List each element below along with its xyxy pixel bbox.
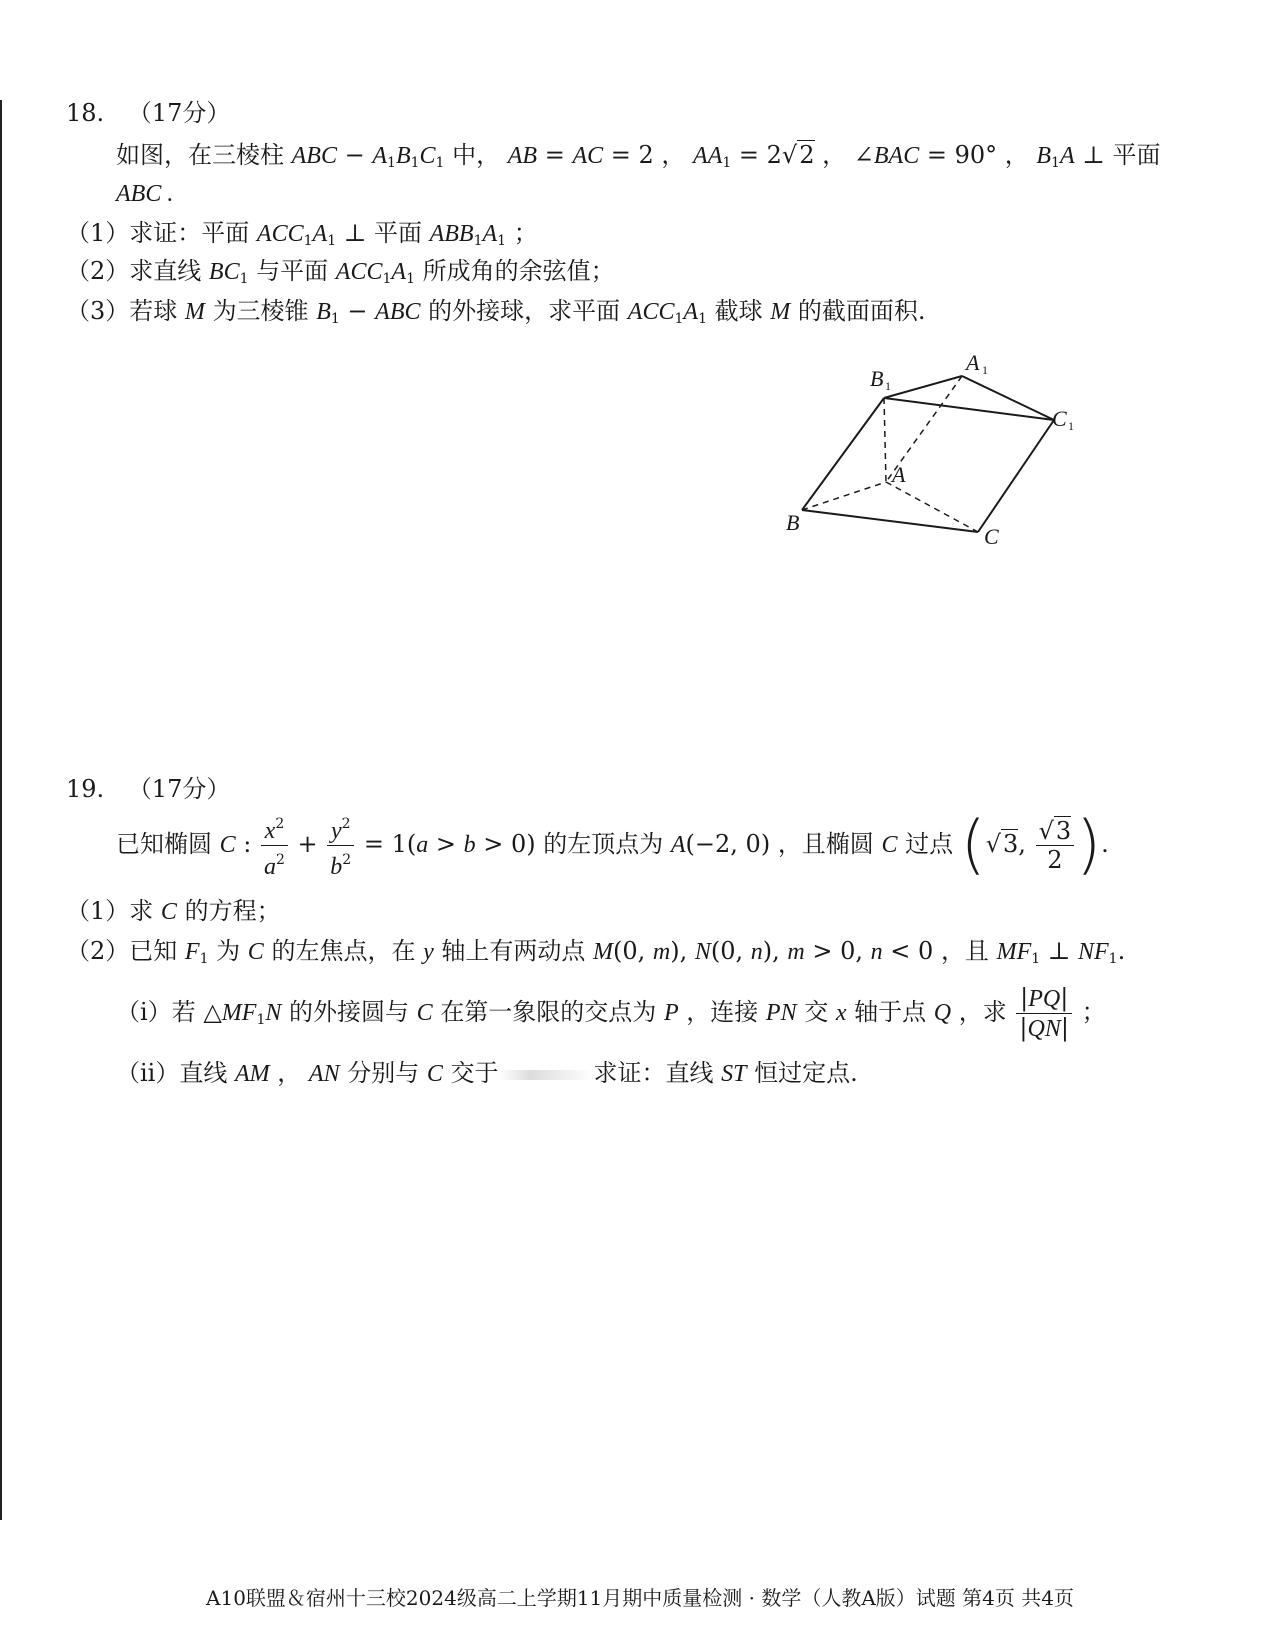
edge-bb1 bbox=[802, 398, 884, 510]
vertex-label-a1-sub: 1 bbox=[982, 363, 988, 377]
vertex-label-c: C bbox=[984, 524, 999, 549]
edge-b1c1 bbox=[884, 398, 1054, 420]
vertex-label-b1-sub: 1 bbox=[885, 379, 891, 393]
q19-stem: 已知椭圆 C : $\frac{x^2}{a^2}$ + $\frac{y^2}{b^2}$ = 1(a > b > 0) 的左顶点为 A(−2, 0) ，且椭圆 C 过点 (√3, $\frac{√3}{2}$ ). bbox=[116, 808, 1109, 883]
q19-part1: （1）求 C 的方程； bbox=[66, 897, 281, 925]
edge-b1a-dashed bbox=[884, 398, 886, 482]
vertex-label-a: A bbox=[892, 462, 906, 487]
left-margin-rule bbox=[0, 100, 2, 1520]
q19-sub-ii: （ii）直线 AM ， AN 分别与 C 交于 求证：直线 ST 恒过定点. bbox=[116, 1059, 858, 1087]
edge-c1c bbox=[978, 420, 1054, 532]
edge-ba-dashed bbox=[802, 482, 886, 510]
q18-part2: （2）求直线 $BC_1$ 与平面 $ACC_1A_1$ 所成角的余弦值； bbox=[66, 257, 615, 287]
q18-part1: （1）求证：平面 $ACC_1A_1$ ⊥ 平面 $ABB_1A_1$ ； bbox=[66, 219, 538, 249]
vertex-label-a1: A bbox=[966, 350, 980, 375]
vertex-label-b1: B bbox=[870, 366, 884, 391]
q18-part3: （3）若球 M 为三棱锥 $B_1$ − ABC 的外接球，求平面 $ACC_1A_1$ 截球 M 的截面面积. bbox=[66, 297, 926, 327]
vertex-label-c1: C bbox=[1052, 406, 1067, 431]
obscured-text bbox=[499, 1070, 594, 1080]
prism-figure bbox=[770, 340, 1090, 560]
q18-stem-line1: 如图，在三棱柱 ABC − $A_1B_1C_1$ 中， AB = AC = 2 ， $AA_1 = 2√2$ ， ∠BAC = 90° ， $B_1A$ ⊥ 平面 bbox=[116, 141, 1161, 171]
edge-ac-dashed bbox=[886, 482, 978, 532]
q19-part2: （2）已知 $F_1$ 为 C 的左焦点，在 y 轴上有两动点 M(0, m), N(0, n), m > 0, n < 0 ，且 $MF_1$ ⊥ $NF_1$. bbox=[66, 937, 1126, 967]
page-footer: A10联盟＆宿州十三校2024级高二上学期11月期中质量检测 · 数学（人教A版）试题 第4页 共4页 bbox=[206, 1586, 1074, 1610]
edge-b1a1 bbox=[884, 376, 962, 398]
q18-number: 18. （17分） bbox=[66, 99, 231, 127]
q18-stem-line2: ABC . bbox=[116, 181, 174, 207]
vertex-label-c1-sub: 1 bbox=[1068, 419, 1074, 433]
q19-number: 19. （17分） bbox=[66, 775, 231, 803]
vertex-label-b: B bbox=[786, 510, 800, 535]
edge-bc bbox=[802, 510, 978, 532]
q19-sub-i: （i）若 $\triangle MF_1N$ 的外接圆与 C 在第一象限的交点为 P ，连接 PN 交 x 轴于点 Q ，求 $\frac{|PQ|}{|QN|}$ ； bbox=[116, 984, 1106, 1042]
